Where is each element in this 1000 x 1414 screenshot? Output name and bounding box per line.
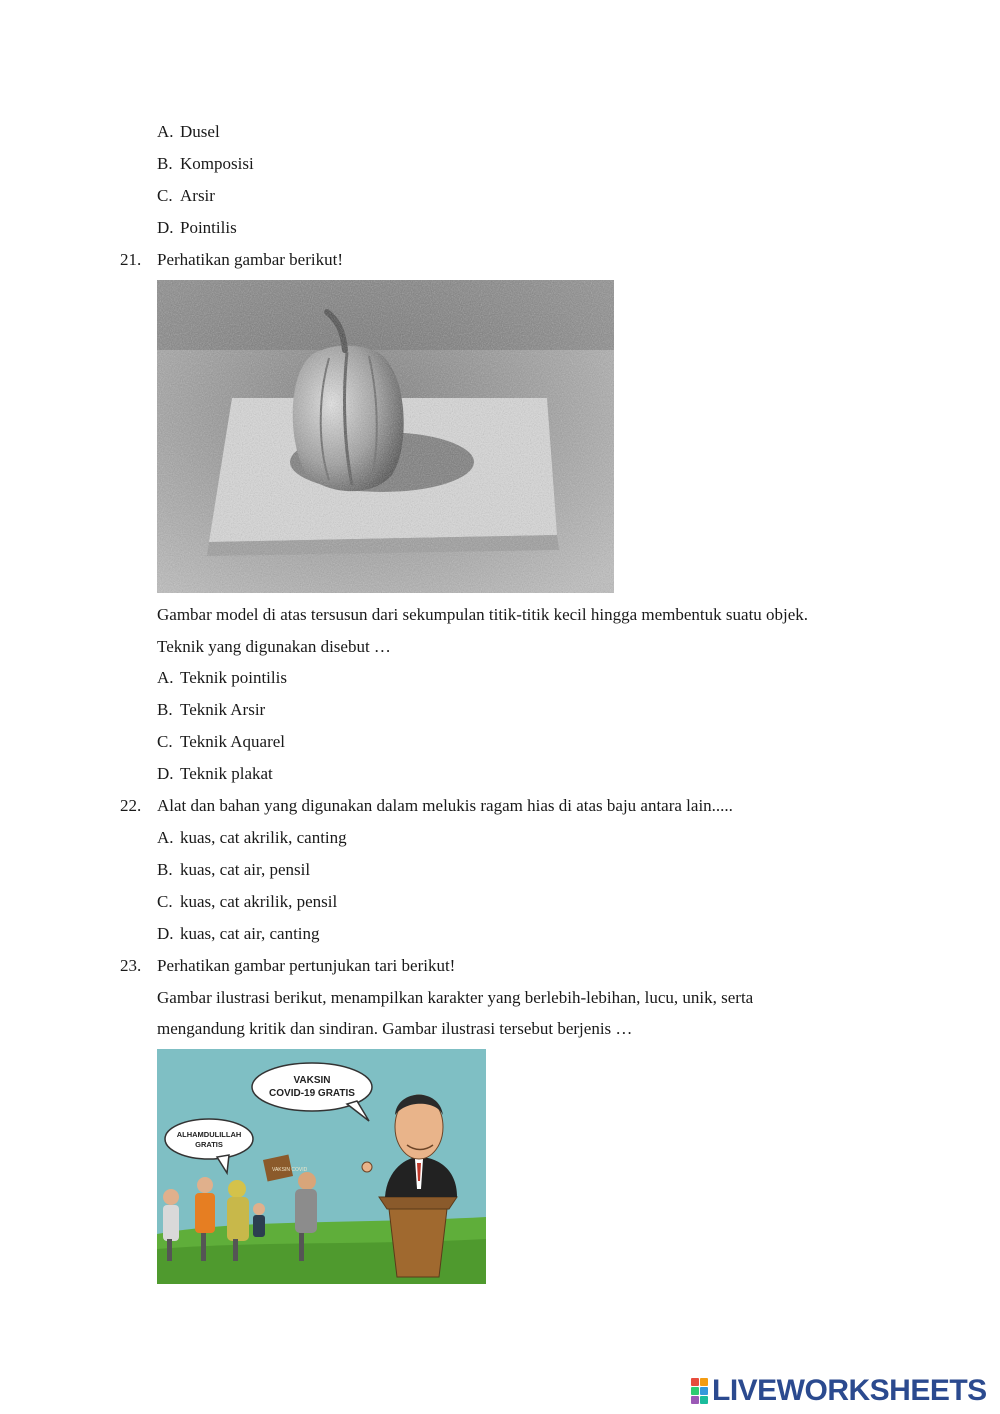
- caricature-cartoon-image: [157, 1049, 486, 1284]
- option-text: Teknik Arsir: [180, 700, 266, 719]
- option-letter: A.: [157, 668, 174, 687]
- q20-option-c[interactable]: [157, 186, 215, 206]
- q21-option-a[interactable]: [157, 668, 287, 688]
- option-letter: A.: [157, 828, 174, 847]
- option-text: Dusel: [180, 122, 220, 141]
- bubble-small-line-1: ALHAMDULILLAH: [176, 1130, 242, 1139]
- option-text: Arsir: [180, 186, 215, 205]
- option-letter: A.: [157, 122, 174, 141]
- q23-number: 23.: [120, 956, 142, 975]
- bubble-main-line-2: COVID-19 GRATIS: [269, 1088, 355, 1099]
- option-letter: D.: [157, 764, 174, 783]
- option-letter: C.: [157, 732, 173, 751]
- pointillism-pepper-image: [157, 280, 614, 593]
- option-text: Teknik pointilis: [180, 668, 287, 687]
- bubble-small-line-2: GRATIS: [195, 1140, 223, 1149]
- option-letter: C.: [157, 186, 173, 205]
- q22-number: 22.: [120, 796, 142, 815]
- option-letter: D.: [157, 924, 174, 943]
- q23-prompt: Perhatikan gambar pertunjukan tari berikut!: [157, 956, 456, 975]
- logo-text: LIVEWORKSHEETS: [712, 1374, 987, 1407]
- q21-description-1: Gambar model di atas tersusun dari sekumpulan titik-titik kecil hingga membentuk suatu objek.: [157, 605, 809, 624]
- option-letter: B.: [157, 860, 173, 879]
- option-letter: D.: [157, 218, 174, 237]
- q20-option-d[interactable]: [157, 218, 237, 238]
- box-label: VAKSIN COVID: [272, 1167, 308, 1173]
- speech-bubble-small: [165, 1119, 253, 1159]
- option-text: Pointilis: [180, 218, 237, 237]
- q21-option-c[interactable]: [157, 732, 285, 752]
- q21-option-b[interactable]: [157, 700, 265, 720]
- q23-description-1: Gambar ilustrasi berikut, menampilkan karakter yang berlebih-lebihan, lucu, unik, serta: [157, 988, 754, 1007]
- option-text: kuas, cat akrilik, canting: [180, 828, 347, 847]
- q21-prompt: Perhatikan gambar berikut!: [157, 250, 343, 269]
- q21-description-2: Teknik yang digunakan disebut …: [157, 637, 391, 656]
- q20-option-a[interactable]: [157, 122, 220, 142]
- q22-prompt: Alat dan bahan yang digunakan dalam melukis ragam hias di atas baju antara lain.....: [157, 796, 733, 815]
- option-letter: B.: [157, 700, 173, 719]
- option-text: Komposisi: [180, 154, 254, 173]
- option-text: kuas, cat akrilik, pensil: [180, 892, 338, 911]
- q22-option-d[interactable]: [157, 924, 320, 944]
- bubble-main-line-1: VAKSIN: [293, 1075, 331, 1086]
- q21-number: 21.: [120, 250, 142, 269]
- option-text: kuas, cat air, canting: [180, 924, 320, 943]
- q22-option-a[interactable]: [157, 828, 347, 848]
- option-text: Teknik plakat: [180, 764, 273, 783]
- option-letter: B.: [157, 154, 173, 173]
- q20-option-b[interactable]: [157, 154, 254, 174]
- logo-mark-icon: [691, 1378, 708, 1404]
- option-letter: C.: [157, 892, 173, 911]
- liveworksheets-logo: [691, 1376, 987, 1406]
- q21-option-d[interactable]: [157, 764, 273, 784]
- option-text: kuas, cat air, pensil: [180, 860, 311, 879]
- q22-option-b[interactable]: [157, 860, 310, 880]
- q23-description-2: mengandung kritik dan sindiran. Gambar ilustrasi tersebut berjenis …: [157, 1019, 633, 1038]
- option-text: Teknik Aquarel: [180, 732, 286, 751]
- q22-option-c[interactable]: [157, 892, 337, 912]
